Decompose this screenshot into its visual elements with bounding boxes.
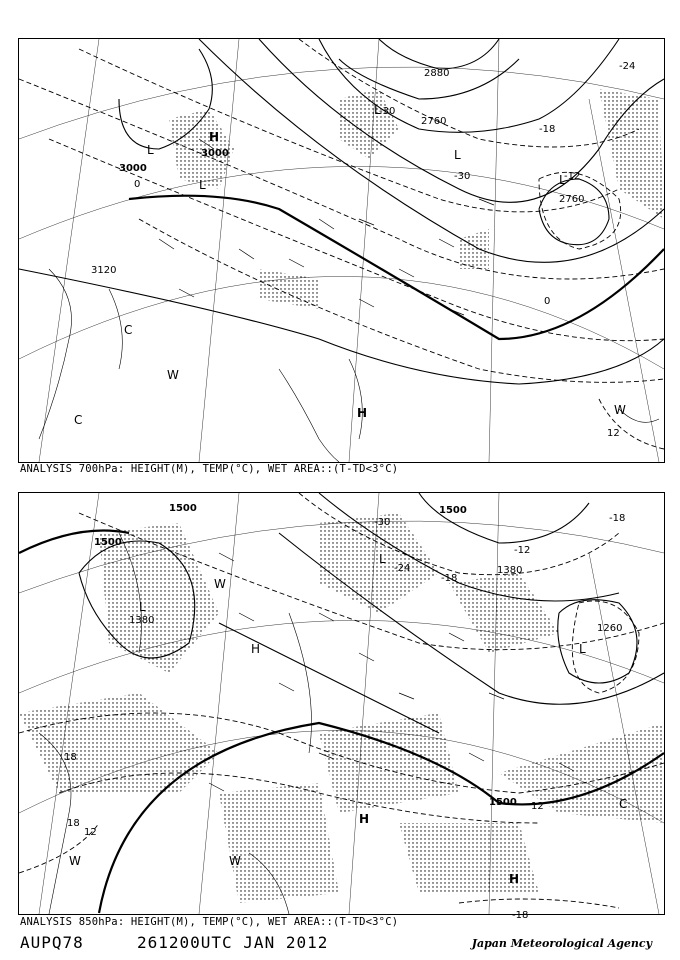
center-label: C — [619, 797, 628, 811]
chart-code: AUPQ78 — [20, 933, 84, 952]
temp-label: -18 — [609, 513, 626, 524]
temp-label: -24 — [394, 563, 411, 574]
map-850hpa — [18, 492, 665, 921]
center-label: L — [379, 552, 386, 566]
height-label: 1500 — [94, 537, 122, 548]
height-label: 1500 — [169, 503, 197, 514]
pressure-centers — [74, 103, 626, 427]
temp-label: 12 — [607, 428, 620, 439]
chart-datetime: 261200UTC JAN 2012 — [136, 933, 329, 952]
center-label: L — [147, 143, 154, 157]
temp-label: -24 — [619, 61, 636, 72]
map-700hpa — [18, 38, 665, 463]
center-label: H — [251, 642, 261, 656]
agency-name: Japan Meteorological Agency — [471, 937, 652, 950]
temp-label: 18 — [67, 818, 80, 829]
center-label: W — [214, 577, 226, 591]
chart-identifier — [20, 933, 328, 952]
center-label: L — [559, 173, 566, 187]
temp-label: -18 — [441, 573, 458, 584]
center-label: W — [614, 403, 626, 417]
height-label: 3120 — [91, 265, 117, 276]
center-label: L — [579, 642, 586, 656]
temp-label: 12 — [84, 827, 97, 838]
height-label: 1380 — [129, 615, 155, 626]
temp-label: 18 — [64, 752, 77, 763]
temp-label: -30 — [454, 171, 471, 182]
center-label: L — [374, 103, 381, 117]
height-label: 2880 — [424, 68, 450, 79]
height-label: 1500 — [489, 797, 517, 808]
height-label: 2760 — [559, 194, 585, 205]
center-label: H — [359, 812, 370, 826]
center-label: H — [357, 406, 368, 420]
temp-label: 0 — [544, 296, 551, 307]
temp-label: -18 — [539, 124, 556, 135]
center-label: W — [229, 854, 241, 868]
height-contours — [19, 39, 664, 384]
temp-label: -30 — [379, 106, 396, 117]
center-label: L — [199, 178, 206, 192]
temp-label: -12 — [514, 545, 531, 556]
center-label: W — [69, 854, 81, 868]
center-label: W — [167, 368, 179, 382]
center-label: C — [74, 413, 83, 427]
center-label: L — [139, 600, 146, 614]
height-label: 3000 — [119, 163, 147, 174]
wet-area-shading — [19, 513, 664, 903]
caption-850hpa: ANALYSIS 850hPa: HEIGHT(M), TEMP(°C), WET AREA::(T-TD<3°C) — [20, 916, 399, 928]
height-label: 2760 — [421, 116, 447, 127]
temp-label: 0 — [134, 179, 141, 190]
height-label: 1500 — [439, 505, 467, 516]
temp-label: -12 — [564, 171, 581, 182]
center-label: L — [454, 148, 461, 162]
center-label: C — [124, 323, 133, 337]
map-850hpa-canvas — [19, 493, 664, 921]
temp-label: -30 — [374, 517, 391, 528]
height-label: 1260 — [597, 623, 623, 634]
temp-label: 12 — [531, 801, 544, 812]
center-label: H — [209, 130, 220, 144]
temp-label: -18 — [512, 910, 529, 921]
map-700hpa-canvas — [19, 39, 664, 462]
height-labels — [91, 68, 584, 276]
caption-700hpa: ANALYSIS 700hPa: HEIGHT(M), TEMP(°C), WET AREA::(T-TD<3°C) — [20, 463, 399, 475]
height-label: 3000 — [201, 148, 229, 159]
coastlines — [39, 269, 659, 462]
center-label: H — [509, 872, 520, 886]
height-label: 1380 — [497, 565, 523, 576]
